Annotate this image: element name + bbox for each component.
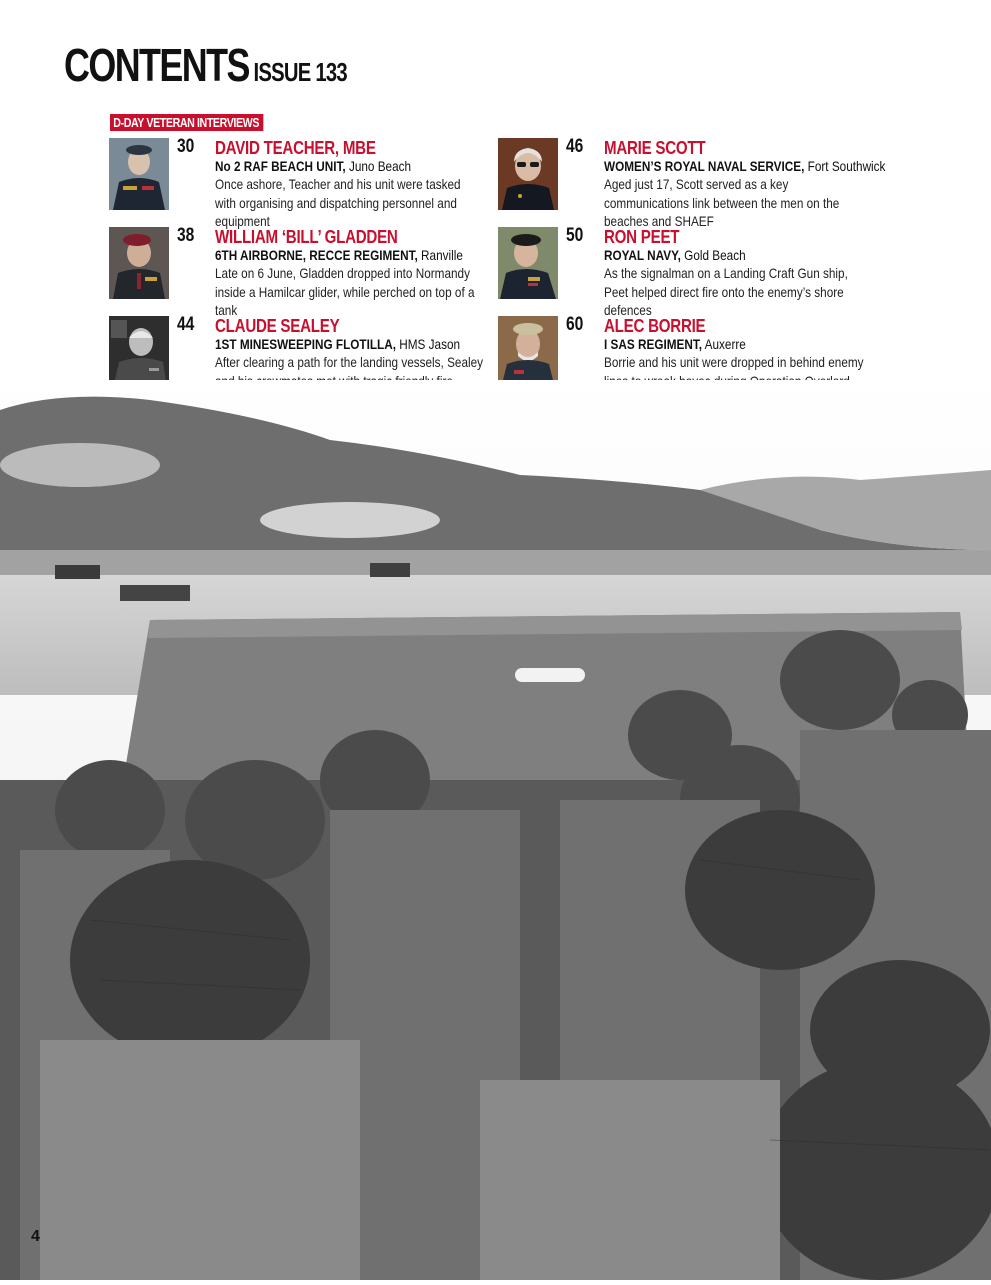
veteran-portrait bbox=[498, 138, 558, 210]
entry-description: After clearing a path for the landing vessels, Sealey bbox=[215, 354, 484, 370]
contents-entry[interactable] bbox=[109, 136, 469, 229]
page-number: 50 bbox=[566, 225, 584, 246]
veteran-unit: 1ST MINESWEEPING FLOTILLA, HMS Jason bbox=[215, 336, 461, 352]
entry-description: Once ashore, Teacher and his unit were tasked with organising and dispatching personnel and equipment bbox=[215, 176, 461, 229]
veteran-name[interactable]: DAVID TEACHER, MBE bbox=[215, 138, 376, 158]
contents-title bbox=[64, 38, 347, 92]
veteran-portrait bbox=[109, 316, 169, 388]
veteran-unit: No 2 RAF BEACH UNIT, Juno Beach bbox=[215, 158, 412, 174]
contents-entry[interactable] bbox=[109, 314, 484, 390]
contents-entry[interactable] bbox=[498, 225, 858, 318]
contents-entry[interactable] bbox=[498, 314, 864, 390]
veteran-name[interactable]: MARIE SCOTT bbox=[604, 138, 706, 158]
veteran-name[interactable]: WILLIAM ‘BILL’ GLADDEN bbox=[215, 227, 398, 247]
veteran-unit: WOMEN’S ROYAL NAVAL SERVICE, Fort Southwick bbox=[604, 158, 886, 174]
entry-description: Late on 6 June, Gladden dropped into Normandy inside a Hamilcar glider, while perched on top of a tank bbox=[215, 265, 475, 318]
entry-description: Borrie and his unit were dropped in behind enemy bbox=[604, 354, 864, 370]
veteran-portrait bbox=[498, 316, 558, 388]
veteran-portrait bbox=[109, 138, 169, 210]
page-number: 60 bbox=[566, 314, 584, 335]
contents-entry[interactable] bbox=[109, 225, 475, 318]
veteran-unit: 6TH AIRBORNE, RECCE REGIMENT, Ranville bbox=[215, 247, 463, 263]
veteran-unit: I SAS REGIMENT, Auxerre bbox=[604, 336, 746, 352]
veteran-name[interactable]: RON PEET bbox=[604, 227, 680, 247]
issue-number: ISSUE 133 bbox=[253, 57, 347, 87]
veteran-portrait bbox=[109, 227, 169, 299]
entry-description: As the signalman on a Landing Craft Gun ship, Peet helped direct fire onto the enemy’s shore defences bbox=[604, 265, 848, 318]
page-number: 38 bbox=[177, 225, 195, 246]
page-number: 30 bbox=[177, 136, 195, 157]
section-label: D-DAY VETERAN INTERVIEWS bbox=[110, 114, 263, 131]
veteran-portrait bbox=[498, 227, 558, 299]
veteran-name[interactable]: ALEC BORRIE bbox=[604, 316, 706, 336]
page-number: 46 bbox=[566, 136, 584, 157]
contents-heading: CONTENTS bbox=[64, 39, 249, 91]
veteran-name[interactable]: CLAUDE SEALEY bbox=[215, 316, 340, 336]
landing-craft-photo bbox=[0, 380, 991, 1280]
contents-entry[interactable] bbox=[498, 136, 886, 229]
page-folio: 4 bbox=[31, 1228, 40, 1245]
page-number: 44 bbox=[177, 314, 195, 335]
entry-description: Aged just 17, Scott served as a key communications link between the men on the beaches and SHAEF bbox=[604, 176, 840, 229]
veteran-unit: ROYAL NAVY, Gold Beach bbox=[604, 247, 746, 263]
